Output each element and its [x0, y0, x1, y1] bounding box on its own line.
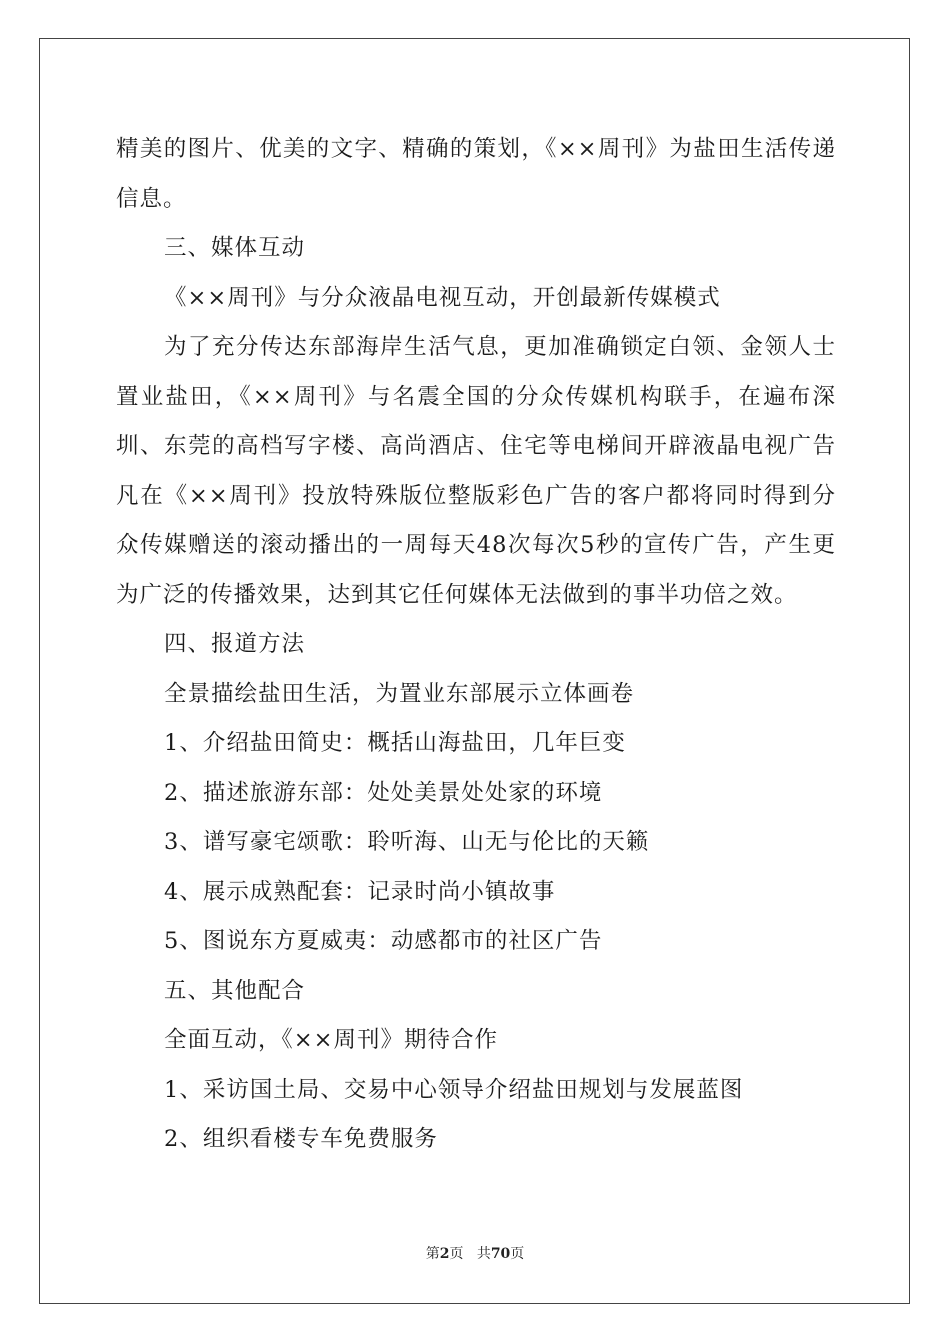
footer-page-prefix: 第 — [425, 1246, 440, 1262]
paragraph-focus-media: 为了充分传达东部海岸生活气息，更加准确锁定白领、金领人士置业盐田，《××周刊》与名震全国的分众传媒机构联手，在遍布深圳、东莞的高档写字楼、高尚酒店、住宅等电梯间开辟液晶电视广告凡在《××周刊》投放特殊版位整版彩色广告的客户都将同时得到分众传媒赠送的滚动播出的一周每天48次每次5秒的宣传广告，产生更为广泛的传播效果，达到其它任何媒体无法做到的事半功倍之效。 — [116, 334, 836, 608]
heading-other-cooperation: 五、其他配合 — [164, 977, 306, 1004]
heading-report-method: 四、报道方法 — [164, 631, 306, 657]
paragraph-panorama: 全景描绘盐田生活，为置业东部展示立体画卷 — [164, 680, 635, 707]
list-item: 1、采访国土局、交易中心领导介绍盐田规划与发展蓝图 — [164, 1076, 744, 1103]
footer-page-number: 2 — [439, 1246, 450, 1262]
list-item: 2、组织看楼专车免费服务 — [164, 1126, 438, 1152]
footer-page-suffix: 页 — [449, 1246, 464, 1262]
footer-total-suffix: 页 — [510, 1246, 525, 1262]
list-item: 3、谱写豪宅颂歌：聆听海、山无与伦比的天籁 — [164, 829, 650, 855]
paragraph-full-interaction: 全面互动，《××周刊》期待合作 — [164, 1027, 498, 1053]
list-item: 5、图说东方夏威夷：动感都市的社区广告 — [164, 928, 603, 954]
list-item: 1、介绍盐田简史：概括山海盐田，几年巨变 — [164, 730, 626, 756]
footer-total-pages: 70 — [490, 1246, 511, 1262]
list-item: 2、描述旅游东部：处处美景处处家的环境 — [164, 779, 603, 806]
heading-media-interaction: 三、媒体互动 — [164, 235, 306, 261]
list-item: 4、展示成熟配套：记录时尚小镇故事 — [164, 878, 556, 905]
paragraph-intro: 精美的图片、优美的文字、精确的策划，《××周刊》为盐田生活传递信息。 — [116, 136, 836, 212]
paragraph-subtitle-lcd: 《××周刊》与分众液晶电视互动，开创最新传媒模式 — [164, 284, 721, 311]
footer-total-prefix: 共 — [476, 1246, 491, 1262]
document-body — [116, 125, 836, 1165]
page-footer — [0, 1243, 950, 1263]
